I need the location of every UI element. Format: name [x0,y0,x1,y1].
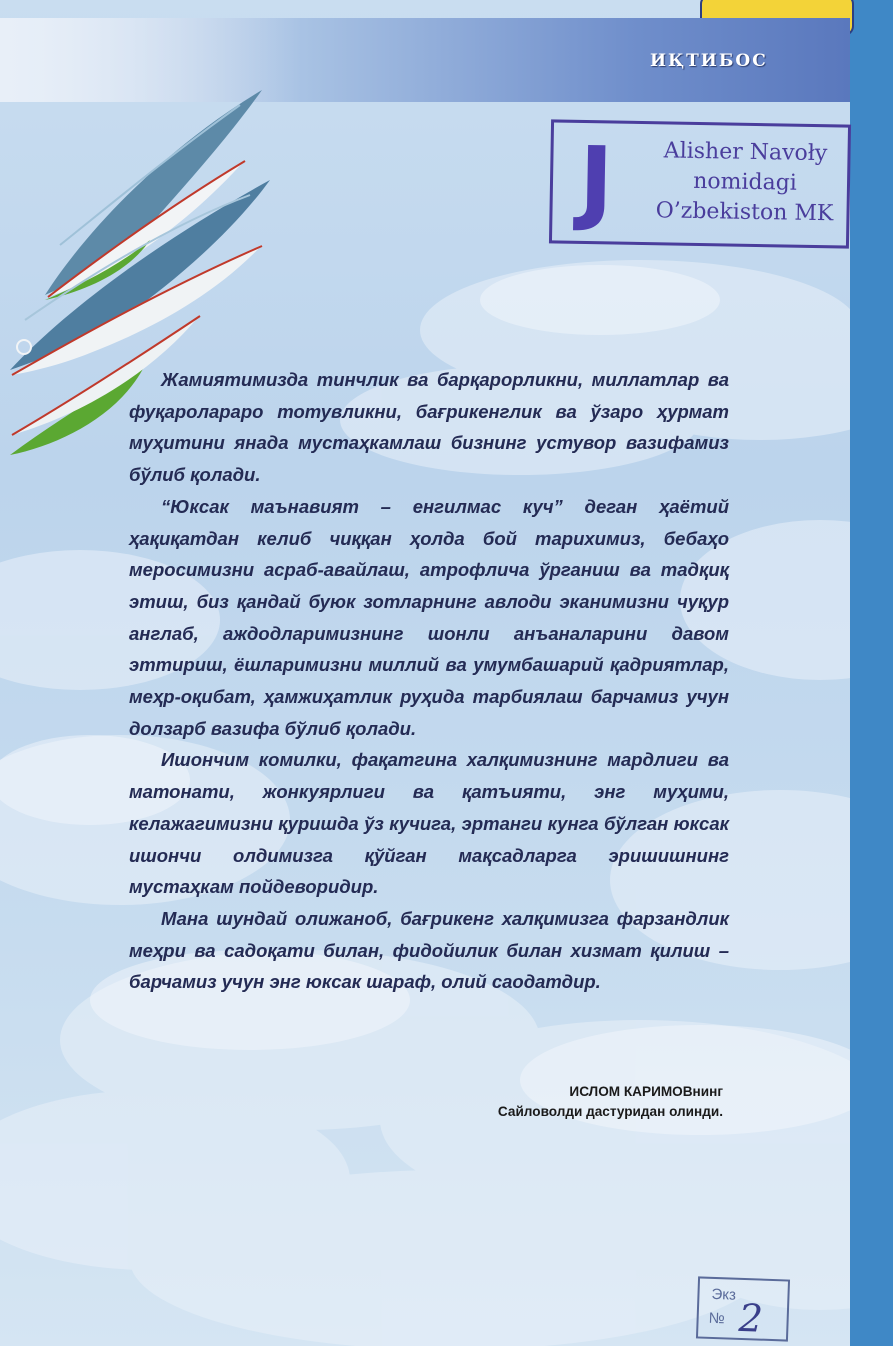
quote-body [129,364,729,998]
quote-paragraph: “Юксак маънавият – енгилмас куч” деган ҳаётий ҳақиқатдан келиб чиққан ҳолда бой тарихимиз, бебаҳо меросимизни асраб-авайлаш, атрофлича ўрганиш ва тадқиқ этиш, биз қандай буюк зотларнинг авлоди эканимизни чуқур англаб, аждодларимизнинг шонли анъаналарини давом эттириш, ёшларимизни миллий ва умумбашарий қадриятлар, меҳр-оқибат, ҳамжиҳатлик руҳида тарбиялаш барчамиз учун долзарб вазифа бўлиб қолади. [129,495,729,739]
quote-paragraph: Мана шундай олижаноб, бағрикенг халқимизга фарзандлик меҳри ва садоқати билан, фидойилик билан хизмат қилиш – барчамиз учун энг юксак шараф, олий саодатдир. [129,907,729,993]
quote-paragraph: Ишончим комилки, фақатгина халқимизнинг мардлиги ва матонати, жонкуярлиги ва қатъияти, энг муҳими, келажагимизни қуришда ўз кучига, эртанги кунга бўлган юксак ишончи олдимизга қўйган мақсадларга эришишнинг мустаҳкам пойдеворидир. [129,749,729,898]
right-accent-strip [850,0,893,1346]
inventory-stamp [696,1276,790,1341]
inventory-label: Экз [711,1285,737,1304]
section-title: ИҚТИБОС [650,51,768,71]
attribution-source: Сайловолди дастуридан олинди. [497,1104,723,1119]
stamp-line: O’zbekiston MK [655,198,834,227]
stamp-line: Alisher Navoły [663,138,828,167]
stamp-line: nomidagi [692,168,798,196]
stamp-letter: J [578,126,615,235]
inventory-number-sign: № [708,1309,726,1328]
library-stamp [549,119,851,248]
stamp-text [644,136,846,229]
inventory-number: 2 [737,1295,764,1341]
quote-attribution [400,1082,723,1122]
quote-paragraph: Жамиятимизда тинчлик ва барқарорликни, миллатлар ва фуқаролараро тотувликни, бағрикенглик ва ўзаро ҳурмат муҳитини янада мустаҳкамлаш бизнинг устувор вазифамиз бўлиб қолади. [129,369,729,486]
attribution-author: ИСЛОМ КАРИМОВнинг [569,1084,723,1099]
